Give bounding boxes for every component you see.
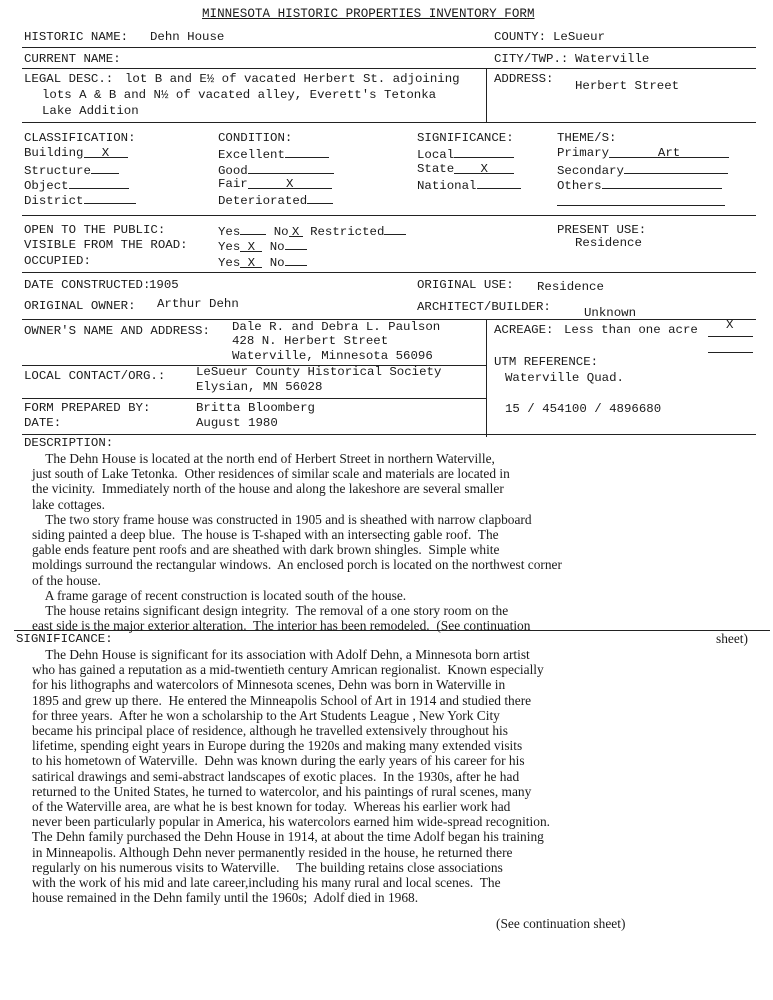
condition-fair: Fair X (218, 177, 332, 191)
date-constructed-label: DATE CONSTRUCTED: (24, 278, 151, 292)
description-text: The Dehn House is located at the north end of Herbert Street in northern Waterville, just south of Lake Tetonka. Other residences of similar scale and materials are located in the vicinity. Immediately north of the house and along the lakeshore are several smaller lake cottages. The two story frame house was constructed in 1905 and is sheathed with narrow clapboard siding painted a deep blue. The house is T-shaped with an intersecting gable roof. The gable ends feature pent roofs and are sheathed with dark brown shingles. Simple white moldings surround the rectangular windows. An enclosed porch is located on the northwest corner of the house. A frame garage of recent construction is located south of the house. The house retains significant design integrity. The removal of a one story room on the east side is the major exterior alteration. The interior has been remodeled. (See continuation (32, 451, 562, 634)
utm-coords: 15 / 454100 / 4896680 (505, 402, 662, 416)
legal-desc-label: LEGAL DESC.: (24, 72, 114, 86)
significance-national: National (417, 177, 521, 193)
classification-building: Building X (24, 146, 128, 160)
date-value: August 1980 (196, 416, 278, 430)
architect-value: Unknown (584, 306, 637, 320)
local-contact-line2: Elysian, MN 56028 (196, 380, 323, 394)
acreage-mark: X (726, 318, 734, 332)
utm-label: UTM REFERENCE: (494, 355, 599, 369)
significance-box-label: SIGNIFICANCE: (417, 131, 514, 145)
significance-local: Local (417, 146, 514, 162)
present-use-label: PRESENT USE: (557, 223, 647, 237)
date-constructed-value: 1905 (149, 278, 179, 292)
address-label: ADDRESS: (494, 72, 554, 86)
city-value: Waterville (575, 52, 650, 66)
open-public-options: Yes No X Restricted (218, 223, 406, 239)
county-value: LeSueur (553, 30, 606, 44)
condition-good: Good (218, 162, 334, 178)
visible-road-options: Yes X No (218, 238, 307, 254)
significance-sheet-note: sheet) (716, 631, 748, 646)
condition-excellent: Excellent (218, 146, 329, 162)
continuation-note: (See continuation sheet) (496, 916, 626, 931)
acreage-label: ACREAGE: (494, 323, 554, 337)
prepared-by-label: FORM PREPARED BY: (24, 401, 151, 415)
significance-label: SIGNIFICANCE: (16, 632, 113, 646)
prepared-by-value: Britta Bloomberg (196, 401, 315, 415)
date-label: DATE: (24, 416, 62, 430)
present-use-value: Residence (575, 236, 642, 250)
legal-desc-line3: Lake Addition (42, 104, 139, 118)
original-use-value: Residence (537, 280, 604, 294)
architect-label: ARCHITECT/BUILDER: (417, 300, 551, 314)
legal-desc-line1: lot B and E½ of vacated Herbert St. adjoining (125, 72, 460, 86)
city-label: CITY/TWP.: (494, 52, 569, 66)
historic-name-label: HISTORIC NAME: (24, 30, 129, 44)
owner-line3: Waterville, Minnesota 56096 (232, 349, 433, 363)
significance-state: State X (417, 162, 514, 176)
visible-road-label: VISIBLE FROM THE ROAD: (24, 238, 188, 252)
condition-deteriorated: Deteriorated (218, 192, 333, 208)
classification-label: CLASSIFICATION: (24, 131, 136, 145)
description-label: DESCRIPTION: (24, 436, 114, 450)
theme-label: THEME/S: (557, 131, 617, 145)
classification-object: Object (24, 177, 129, 193)
theme-others: Others (557, 177, 722, 193)
theme-secondary: Secondary (557, 162, 728, 178)
open-public-label: OPEN TO THE PUBLIC: (24, 223, 166, 237)
classification-district: District (24, 192, 136, 208)
significance-text: The Dehn House is significant for its association with Adolf Dehn, a Minnesota born artist who has gained a reputation as a mid-twentieth century Amrican regionalist. Known especially for his lithographs and watercolors of Minnesota scenes, Dehn was born in Waterville in 1895 and grew up there. He entered the Minneapolis School of Art in 1914 and studied there for three years. After he won a scholarship to the Art Students League , New York City became his principal place of residence, although he travelled extensively throughout his lifetime, spending eight years in Europe during the 1920s and making many extended visits to his hometown of Waterville. Dehn was known during the early years of his career for his satirical drawings and semi-abstract landscapes of exotic places. In the 1930s, after he had returned to the United States, he turned to watercolor, and his paintings of rural scenes, many of the Waterville area, are what he is best known for today. Whereas his earlier work had never been particularly popular in America, his watercolors earned him wide-spread recognition. The Dehn family purchased the Dehn House in 1914, at about the time Adolf began his training in Minneapolis. Although Dehn never permanently resided in the house, he returned there regularly on his numerous visits to Waterville. The building retains close associations with the work of his mid and late career,including his many rural and local scenes. The house remained in the Dehn family until the 1960s; Adolf died in 1968. (31, 647, 550, 906)
theme-primary: Primary Art (557, 146, 729, 160)
county-label: COUNTY: (494, 30, 547, 44)
form-title: MINNESOTA HISTORIC PROPERTIES INVENTORY FORM (202, 7, 535, 21)
original-owner-value: Arthur Dehn (157, 297, 239, 311)
owner-line1: Dale R. and Debra L. Paulson (232, 320, 441, 334)
address-value: Herbert Street (575, 79, 680, 93)
historic-name-value: Dehn House (150, 30, 225, 44)
current-name-label: CURRENT NAME: (24, 52, 121, 66)
classification-structure: Structure (24, 162, 119, 178)
local-contact-label: LOCAL CONTACT/ORG.: (24, 369, 166, 383)
original-use-label: ORIGINAL USE: (417, 278, 514, 292)
condition-label: CONDITION: (218, 131, 293, 145)
owner-label: OWNER'S NAME AND ADDRESS: (24, 324, 210, 338)
occupied-label: OCCUPIED: (24, 254, 91, 268)
owner-line2: 428 N. Herbert Street (232, 334, 389, 348)
original-owner-label: ORIGINAL OWNER: (24, 299, 136, 313)
local-contact-line1: LeSueur County Historical Society (196, 365, 442, 379)
legal-desc-line2: lots A & B and N½ of vacated alley, Everett's Tetonka (42, 88, 437, 102)
occupied-options: Yes X No (218, 254, 307, 270)
acreage-value: Less than one acre (564, 323, 698, 337)
utm-quad: Waterville Quad. (505, 371, 624, 385)
